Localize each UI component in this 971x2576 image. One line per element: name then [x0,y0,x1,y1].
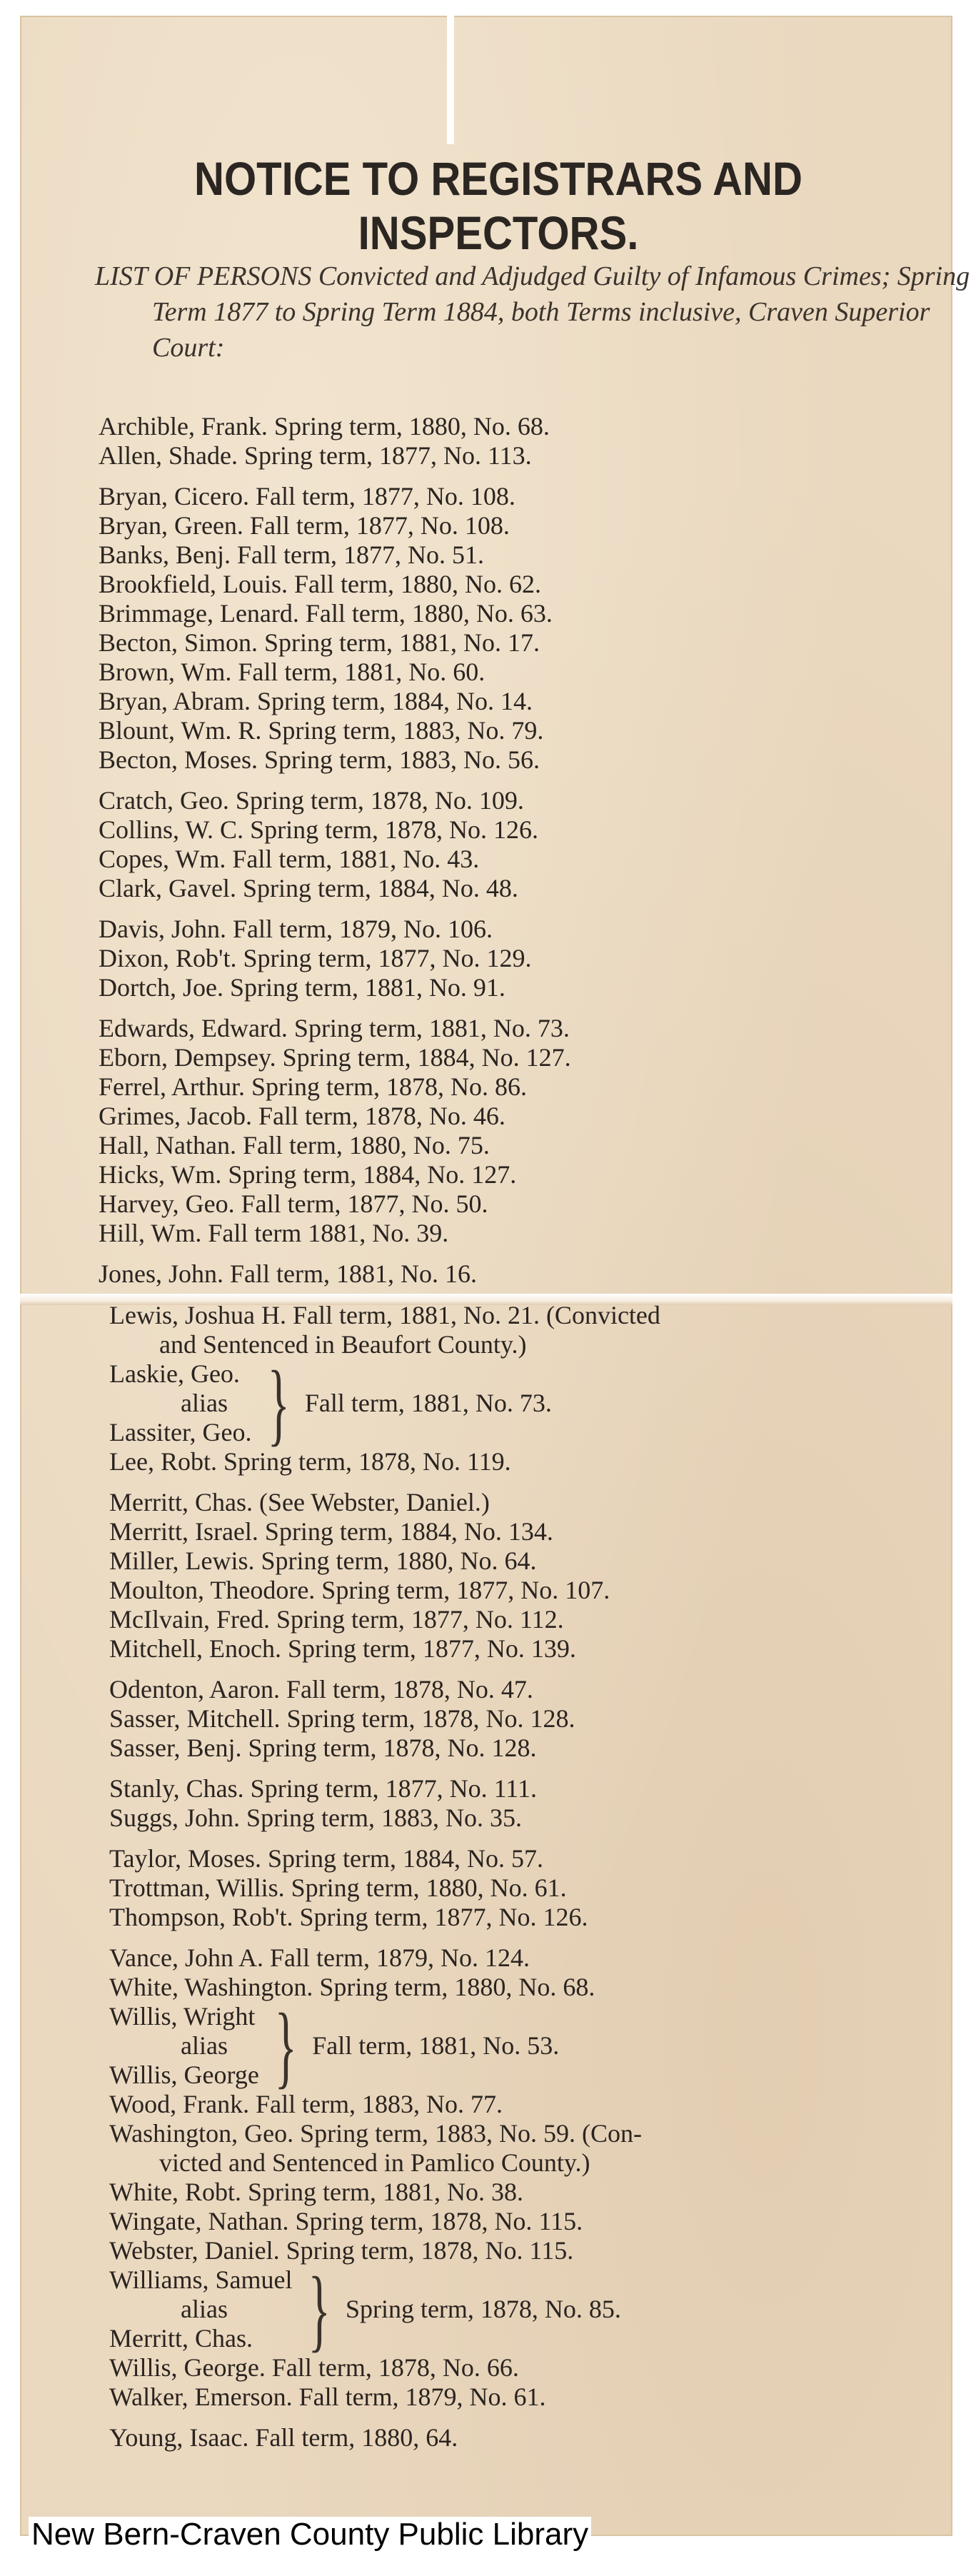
alias-group [109,1352,959,1455]
list-item: Young, Isaac. Fall term, 1880, 64. [109,2423,458,2452]
notice-subtitle: LIST OF PERSONS Convicted and Adjudged Guilty of Infamous Crimes; Spring Term 1877 to Spring Term 1884, both Terms inclusive, Craven Superior Court: [95,261,970,363]
alias-term: Fall term, 1881, No. 53. [312,2031,560,2060]
list-item: Bryan, Cicero. Fall term, 1877, No. 108. [99,482,515,510]
list-item: Odenton, Aaron. Fall term, 1878, No. 47. [109,1675,533,1704]
list-item: McIlvain, Fred. Spring term, 1877, No. 112. [109,1605,564,1634]
alias-label: alias [181,2031,228,2060]
list-item: Miller, Lewis. Spring term, 1880, No. 64. [109,1546,537,1575]
list-item: Wood, Frank. Fall term, 1883, No. 77. [109,2090,503,2118]
list-item: Copes, Wm. Fall term, 1881, No. 43. [99,845,480,873]
alias-term: Spring term, 1878, No. 85. [345,2295,621,2323]
alias-label: alias [181,1389,228,1417]
list-item: Ferrel, Arthur. Spring term, 1878, No. 86. [99,1072,527,1101]
list-item: Sasser, Benj. Spring term, 1878, No. 128. [109,1734,537,1762]
list-item: Jones, John. Fall term, 1881, No. 16. [99,1259,477,1288]
list-item: Lewis, Joshua H. Fall term, 1881, No. 21. (Convicted [109,1301,660,1329]
list-item: Dortch, Joe. Spring term, 1881, No. 91. [99,973,505,1002]
alias-name: Williams, Samuel [109,2265,293,2294]
alias-name: Willis, Wright [109,2002,256,2031]
list-item: Allen, Shade. Spring term, 1877, No. 113. [99,441,532,470]
list-item: Thompson, Rob't. Spring term, 1877, No. 126. [109,1903,588,1931]
list-item: Blount, Wm. R. Spring term, 1883, No. 79. [99,716,544,745]
list-item: Merritt, Chas. (See Webster, Daniel.) [109,1488,490,1516]
list-item: Grimes, Jacob. Fall term, 1878, No. 46. [99,1102,505,1130]
list-item: Harvey, Geo. Fall term, 1877, No. 50. [99,1189,488,1218]
list-item: Merritt, Israel. Spring term, 1884, No. 134. [109,1517,553,1546]
list-item: Suggs, John. Spring term, 1883, No. 35. [109,1803,523,1832]
list-item: Vance, John A. Fall term, 1879, No. 124. [109,1943,530,1972]
alias-group [109,1994,959,2098]
list-item: Bryan, Abram. Spring term, 1884, No. 14. [99,687,533,715]
list-item: Archible, Frank. Spring term, 1880, No. 68. [99,412,550,441]
list-item: Wingate, Nathan. Spring term, 1878, No. 115. [109,2207,583,2235]
list-item: Dixon, Rob't. Spring term, 1877, No. 129. [99,944,532,972]
list-item: Becton, Simon. Spring term, 1881, No. 17. [99,628,540,657]
list-item: Eborn, Dempsey. Spring term, 1884, No. 127. [99,1043,571,1072]
alias-name: Laskie, Geo. [109,1359,240,1388]
list-item: Collins, W. C. Spring term, 1878, No. 126. [99,815,539,844]
document-sheet [20,16,970,2536]
alias-name: Willis, George [109,2061,259,2089]
alias-label: alias [181,2295,228,2323]
list-item: Stanly, Chas. Spring term, 1877, No. 111. [109,1774,537,1803]
list-item: Webster, Daniel. Spring term, 1878, No. 115. [109,2236,574,2265]
list-item: White, Robt. Spring term, 1881, No. 38. [109,2178,523,2206]
library-credit: New Bern-Craven County Public Library [29,2517,591,2552]
list-item: Bryan, Green. Fall term, 1877, No. 108. [99,511,510,540]
list-item: Banks, Benj. Fall term, 1877, No. 51. [99,540,484,569]
notice-title: NOTICE TO REGISTRARS AND INSPECTORS. [194,152,803,259]
paper-tear [447,16,454,144]
list-item: Brookfield, Louis. Fall term, 1880, No. 62. [99,570,541,598]
list-item: Mitchell, Enoch. Spring term, 1877, No. 139. [109,1634,576,1663]
alias-name: Lassiter, Geo. [109,1418,252,1447]
list-item: Sasser, Mitchell. Spring term, 1878, No. 128. [109,1704,575,1733]
list-item: White, Washington. Spring term, 1880, No. 68. [109,1973,595,2001]
alias-term: Fall term, 1881, No. 73. [304,1389,552,1417]
list-item: Brimmage, Lenard. Fall term, 1880, No. 63. [99,599,553,628]
entries-top-section [99,412,948,1289]
list-item: Trottman, Willis. Spring term, 1880, No. 61. [109,1873,567,1902]
brace-glyph: } [308,2258,331,2361]
list-item: Moulton, Theodore. Spring term, 1877, No. 107. [109,1576,610,1604]
entries-bottom-section [109,1301,959,2452]
list-item: Hall, Nathan. Fall term, 1880, No. 75. [99,1131,490,1159]
list-item: Willis, George. Fall term, 1878, No. 66. [109,2353,519,2382]
list-item: Lee, Robt. Spring term, 1878, No. 119. [109,1447,511,1476]
list-item: Becton, Moses. Spring term, 1883, No. 56. [99,745,540,774]
brace-glyph: } [267,1352,290,1455]
list-item: Edwards, Edward. Spring term, 1881, No. 73. [99,1014,570,1042]
list-item-note: victed and Sentenced in Pamlico County.) [159,2148,590,2177]
list-item: Cratch, Geo. Spring term, 1878, No. 109. [99,786,524,815]
list-item: Davis, John. Fall term, 1879, No. 106. [99,915,493,943]
list-item: Clark, Gavel. Spring term, 1884, No. 48. [99,874,518,902]
alias-group [109,2258,959,2361]
list-item: Brown, Wm. Fall term, 1881, No. 60. [99,658,486,686]
brace-glyph: } [274,1994,297,2098]
list-item-note: and Sentenced in Beaufort County.) [159,1330,527,1359]
alias-name: Merritt, Chas. [109,2324,253,2353]
list-item: Walker, Emerson. Fall term, 1879, No. 61. [109,2383,546,2411]
list-item: Hill, Wm. Fall term 1881, No. 39. [99,1219,449,1247]
list-item: Hicks, Wm. Spring term, 1884, No. 127. [99,1160,517,1189]
list-item: Washington, Geo. Spring term, 1883, No. 59. (Con- [109,2119,643,2148]
list-item: Taylor, Moses. Spring term, 1884, No. 57. [109,1844,543,1873]
